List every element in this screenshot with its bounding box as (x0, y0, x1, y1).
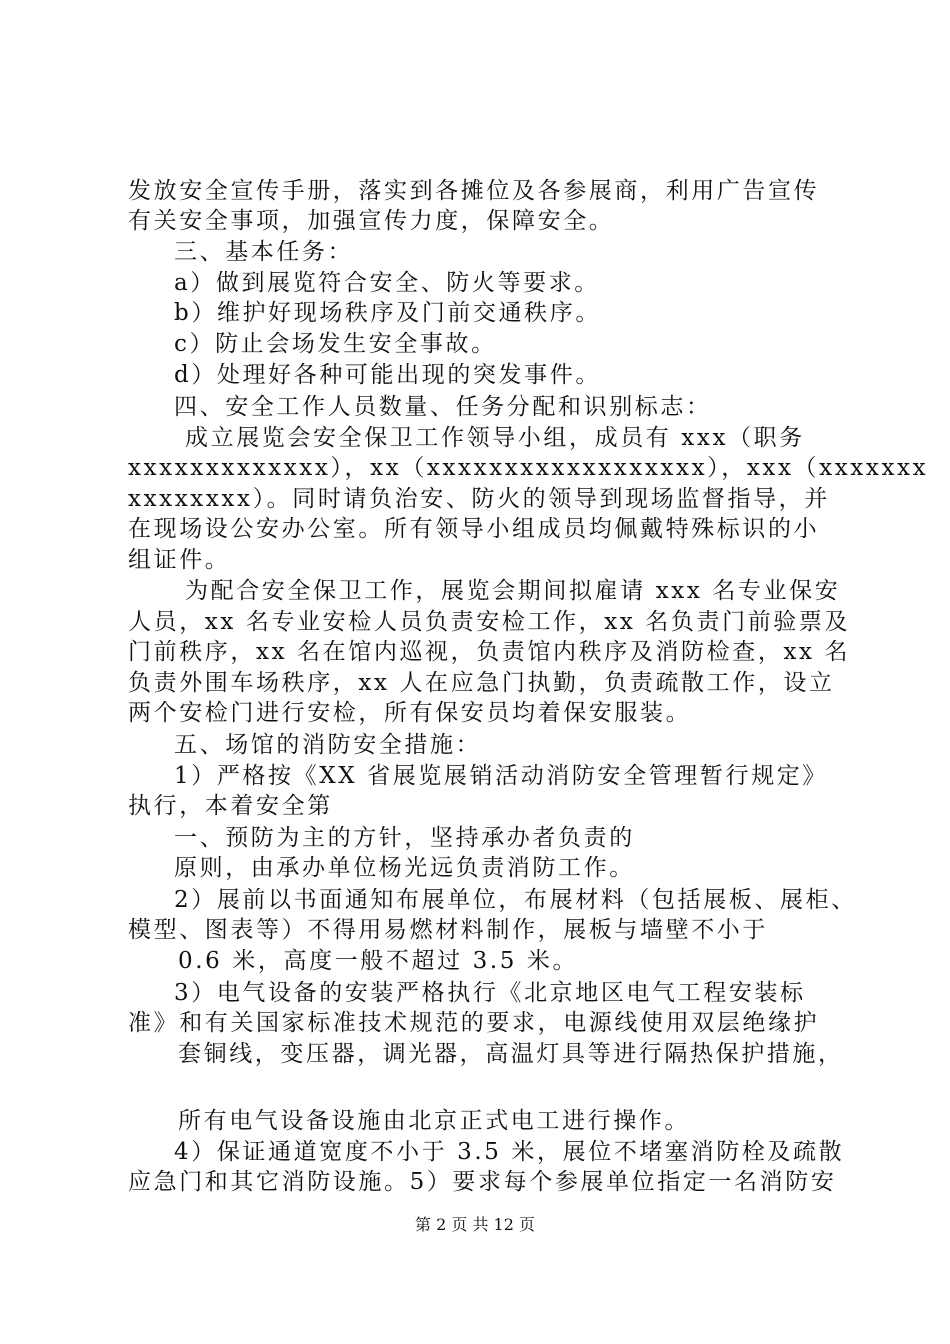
section-heading: 三、基本任务： (174, 239, 354, 265)
text-line: 1）严格按《XX 省展览展销活动消防安全管理暂行规定》 (174, 763, 828, 789)
list-item: c）防止会场发生安全事故。 (174, 331, 497, 357)
list-item: d）处理好各种可能出现的突发事件。 (174, 362, 601, 388)
text-line: 负责外围车场秩序，xx 人在应急门执勤，负责疏散工作，设立 (128, 670, 835, 696)
text-line: 人员，xx 名专业安检人员负责安检工作，xx 名负责门前验票及 (128, 609, 851, 635)
list-item: a）做到展览符合安全、防火等要求。 (174, 270, 600, 296)
text-line: 所有电气设备设施由北京正式电工进行操作。 (178, 1108, 690, 1134)
list-item: b）维护好现场秩序及门前交通秩序。 (174, 300, 601, 326)
text-line: 准》和有关国家标准技术规范的要求，电源线使用双层绝缘护 (128, 1010, 820, 1036)
text-line: 成立展览会安全保卫工作领导小组，成员有 xxx（职务 (185, 425, 805, 451)
text-line: 发放安全宣传手册，落实到各摊位及各参展商，利用广告宣传 (128, 178, 820, 204)
text-line: 组证件。 (128, 547, 231, 573)
text-line: 4）保证通道宽度不小于 3.5 米，展位不堵塞消防栓及疏散 (174, 1139, 845, 1165)
section-heading: 四、安全工作人员数量、任务分配和识别标志： (174, 394, 712, 420)
text-line: xxxxxxxxxxxxx），xx（xxxxxxxxxxxxxxxxxx），xxx（xxxxxxx (128, 455, 929, 481)
text-line: 门前秩序，xx 名在馆内巡视，负责馆内秩序及消防检查，xx 名 (128, 639, 851, 665)
text-line: 一、预防为主的方针，坚持承办者负责的 (174, 825, 635, 851)
page-number: 第 2 页 共 12 页 (415, 1215, 535, 1234)
text-line: 执行，本着安全第 (128, 793, 333, 819)
text-line: 为配合安全保卫工作，展览会期间拟雇请 xxx 名专业保安 (185, 578, 841, 604)
text-line: 应急门和其它消防设施。5）要求每个参展单位指定一名消防安 (128, 1169, 837, 1195)
text-line: 在现场设公安办公室。所有领导小组成员均佩戴特殊标识的小 (128, 516, 820, 542)
text-line: 0.6 米，高度一般不超过 3.5 米。 (178, 948, 579, 974)
text-line: 两个安检门进行安检，所有保安员均着保安服装。 (128, 700, 692, 726)
text-line: 模型、图表等）不得用易燃材料制作，展板与墙壁不小于 (128, 917, 768, 943)
section-heading: 五、场馆的消防安全措施： (174, 732, 482, 758)
text-line: xxxxxxxx）。同时请负治安、防火的领导到现场监督指导，并 (128, 486, 830, 512)
text-line: 2）展前以书面通知布展单位，布展材料（包括展板、展柜、 (174, 887, 857, 913)
text-line: 原则，由承办单位杨光远负责消防工作。 (174, 855, 635, 881)
text-line: 套铜线，变压器，调光器，高温灯具等进行隔热保护措施， (178, 1041, 844, 1067)
text-line: 3）电气设备的安装严格执行《北京地区电气工程安装标 (174, 980, 806, 1006)
text-line: 有关安全事项，加强宣传力度，保障安全。 (128, 208, 615, 234)
